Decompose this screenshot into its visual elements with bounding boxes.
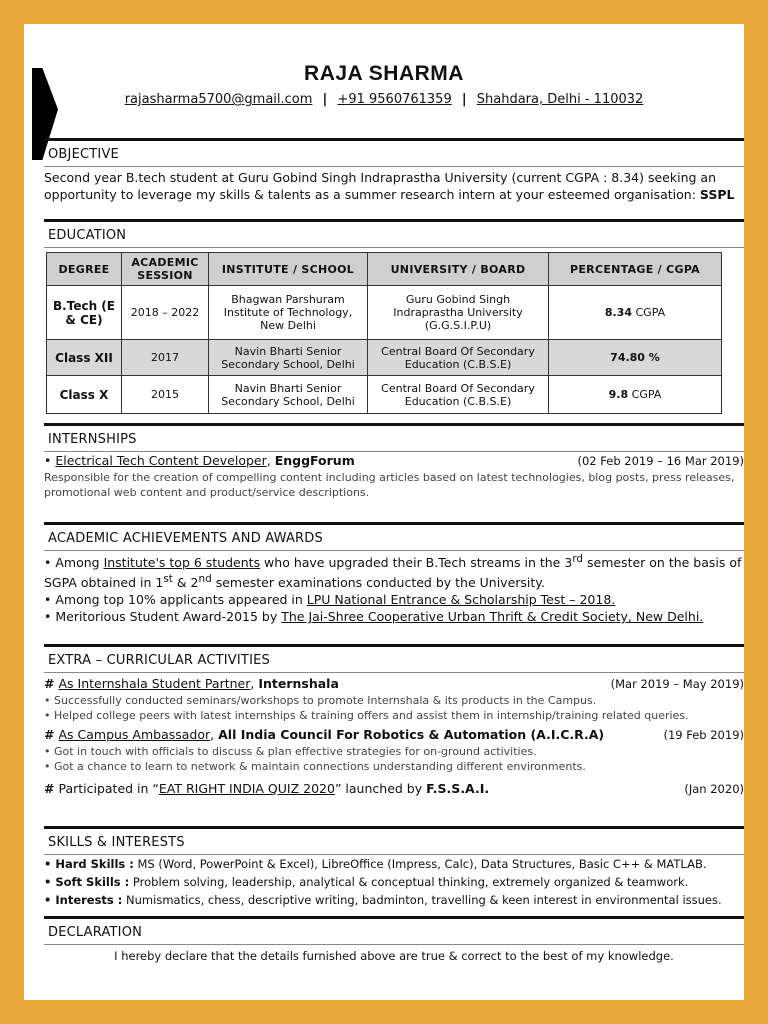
- board-cell: Central Board Of Secondary Education (C.B.S.E): [368, 376, 549, 414]
- board-cell: Guru Gobind Singh Indraprastha University (G.G.S.I.P.U): [368, 286, 549, 340]
- session-cell: 2017: [122, 340, 209, 376]
- separator: |: [461, 92, 467, 107]
- score-cell: 8.34 CGPA: [549, 286, 722, 340]
- activity-bullet: • Got a chance to learn to network & maintain connections understanding different environments.: [44, 760, 586, 773]
- section-title: SKILLS & INTERESTS: [44, 826, 744, 855]
- skill-item: • Soft Skills : Problem solving, leadership, analytical & conceptual thinking, extremely organized & teamwork.: [44, 875, 689, 889]
- email-link[interactable]: rajasharma5700@gmail.com: [124, 92, 313, 107]
- objective-text: Second year B.tech student at Guru Gobind Singh Indraprastha University (current CGPA : 8.34) seeking an opportunity to leverage my skills & talents as a summer research intern at your esteemed organisation: SSPL: [44, 170, 735, 202]
- table-header-row: [47, 253, 722, 286]
- degree-cell: B.Tech (E & CE): [47, 286, 122, 340]
- section-title: OBJECTIVE: [44, 138, 744, 167]
- education-table: [46, 252, 722, 414]
- column-header: PERCENTAGE / CGPA: [549, 253, 722, 286]
- resume-header: [24, 62, 744, 107]
- resume-page: [24, 24, 744, 1000]
- column-header: ACADEMIC SESSION: [122, 253, 209, 286]
- section-title: EXTRA – CURRICULAR ACTIVITIES: [44, 644, 744, 673]
- degree-cell: Class X: [47, 376, 122, 414]
- declaration-section: [44, 916, 744, 963]
- internship-org: EnggForum: [274, 453, 355, 468]
- education-section: [44, 219, 744, 414]
- activity-row: # Participated in “EAT RIGHT INDIA QUIZ 2020” launched by F.S.S.A.I. (Jan 2020): [44, 781, 744, 796]
- activity-row: # As Campus Ambassador, All India Council For Robotics & Automation (A.I.C.R.A) (19 Feb 2019): [44, 727, 744, 742]
- section-title: ACADEMIC ACHIEVEMENTS AND AWARDS: [44, 522, 744, 551]
- session-cell: 2015: [122, 376, 209, 414]
- table-row: [47, 286, 722, 340]
- phone-link[interactable]: +91 9560761359: [337, 92, 452, 107]
- activity-bullet: • Helped college peers with latest internships & training offers and assist them in internship/training related queries.: [44, 709, 689, 722]
- internship-row: • Electrical Tech Content Developer, EnggForum (02 Feb 2019 – 16 Mar 2019): [44, 453, 744, 468]
- column-header: UNIVERSITY / BOARD: [368, 253, 549, 286]
- skill-item: • Interests : Numismatics, chess, descriptive writing, badminton, travelling & keen interest in environmental issues.: [44, 893, 722, 907]
- score-cell: 74.80 %: [549, 340, 722, 376]
- institute-cell: Navin Bharti Senior Secondary School, Delhi: [209, 340, 368, 376]
- separator: |: [322, 92, 328, 107]
- table-row: [47, 340, 722, 376]
- achievements-section: [44, 522, 744, 625]
- achievement-item: • Among Institute's top 6 students who have upgraded their B.Tech streams in the 3rd semester on the basis of SGPA obtained in 1st & 2nd semester examinations conducted by the University.: [44, 553, 742, 591]
- internship-role: Electrical Tech Content Developer: [55, 453, 267, 468]
- institute-cell: Bhagwan Parshuram Institute of Technology, New Delhi: [209, 286, 368, 340]
- extracurricular-section: [44, 644, 744, 798]
- contact-line: [24, 92, 744, 107]
- session-cell: 2018 – 2022: [122, 286, 209, 340]
- score-cell: 9.8 CGPA: [549, 376, 722, 414]
- degree-cell: Class XII: [47, 340, 122, 376]
- section-title: DECLARATION: [44, 916, 744, 945]
- candidate-name: RAJA SHARMA: [304, 62, 464, 85]
- achievement-item: • Among top 10% applicants appeared in LPU National Entrance & Scholarship Test – 2018.: [44, 592, 616, 608]
- section-title: EDUCATION: [44, 219, 744, 248]
- activity-bullet: • Successfully conducted seminars/workshops to promote Internshala & its products in the Campus.: [44, 694, 597, 707]
- achievement-item: • Meritorious Student Award-2015 by The Jai-Shree Cooperative Urban Thrift & Credit Society, New Delhi.: [44, 609, 704, 625]
- internships-section: [44, 423, 744, 500]
- internship-date: (02 Feb 2019 – 16 Mar 2019): [577, 454, 744, 468]
- column-header: DEGREE: [47, 253, 122, 286]
- activity-row: # As Internshala Student Partner, Internshala (Mar 2019 – May 2019): [44, 676, 744, 691]
- skills-section: [44, 826, 744, 909]
- internship-description: Responsible for the creation of compelling content including articles based on latest technologies, blog posts, press releases, promotional web content and product/service descriptions.: [44, 471, 735, 499]
- address-link[interactable]: Shahdara, Delhi - 110032: [476, 92, 644, 107]
- institute-cell: Navin Bharti Senior Secondary School, Delhi: [209, 376, 368, 414]
- column-header: INSTITUTE / SCHOOL: [209, 253, 368, 286]
- company-name: SSPL: [699, 187, 735, 202]
- section-title: INTERNSHIPS: [44, 423, 744, 452]
- activity-bullet: • Got in touch with officials to discuss & plan effective strategies for on-ground activities.: [44, 745, 537, 758]
- board-cell: Central Board Of Secondary Education (C.B.S.E): [368, 340, 549, 376]
- skill-item: • Hard Skills : MS (Word, PowerPoint & Excel), LibreOffice (Impress, Calc), Data Structures, Basic C++ & MATLAB.: [44, 857, 707, 871]
- table-row: [47, 376, 722, 414]
- objective-section: [44, 138, 744, 203]
- declaration-text: I hereby declare that the details furnished above are true & correct to the best of my knowledge.: [114, 949, 674, 963]
